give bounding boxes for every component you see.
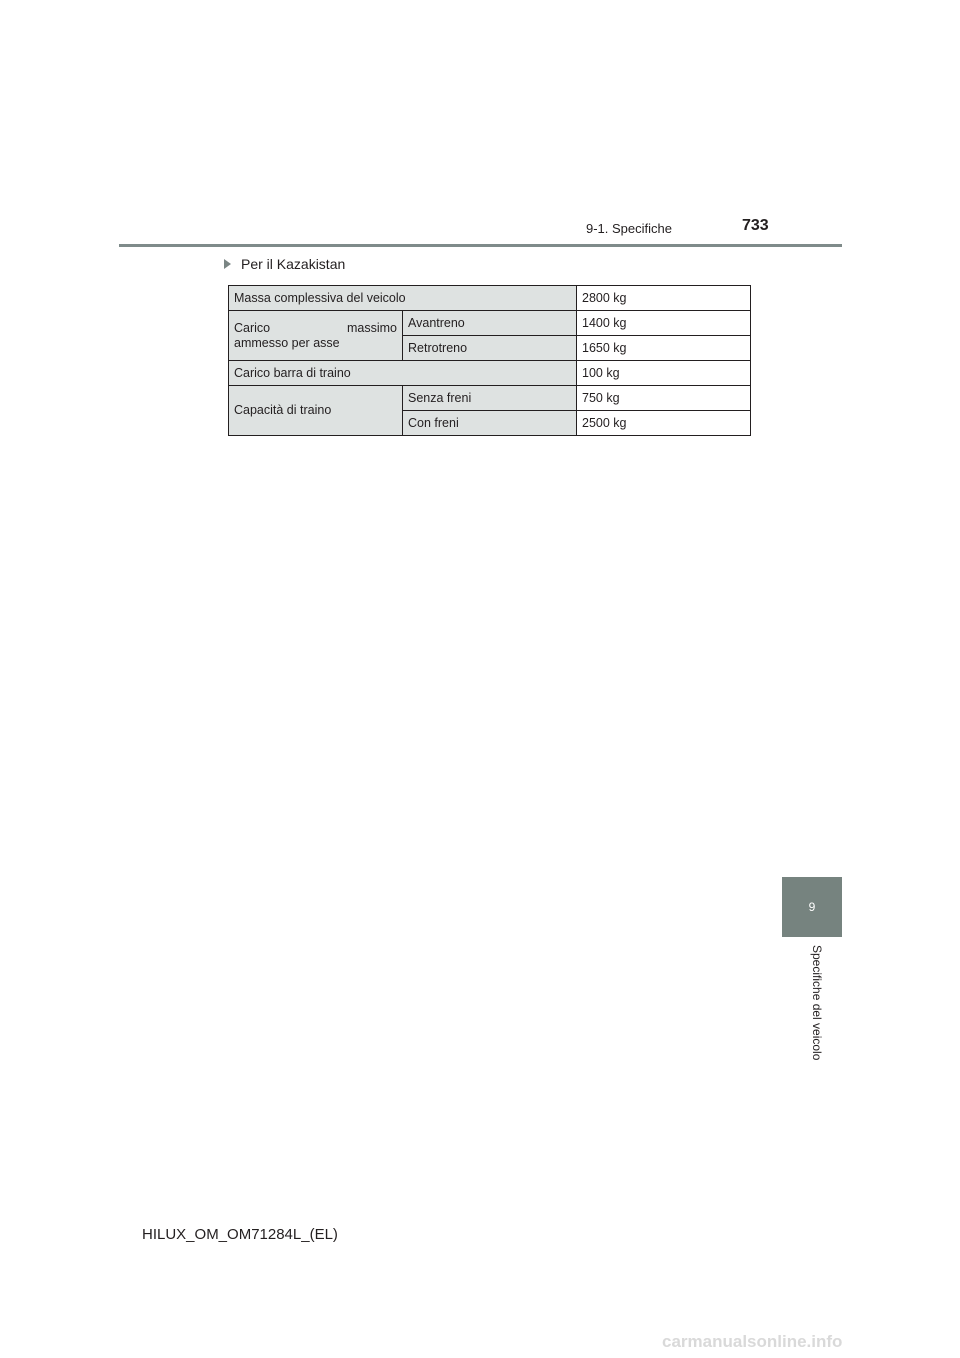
table-row bbox=[229, 311, 751, 336]
braked-value: 2500 kg bbox=[577, 411, 751, 436]
watermark: carmanualsonline.info bbox=[662, 1332, 843, 1351]
gross-weight-value: 2800 kg bbox=[577, 286, 751, 311]
spec-table bbox=[228, 285, 751, 436]
unbraked-label: Senza freni bbox=[403, 386, 577, 411]
unbraked-value: 750 kg bbox=[577, 386, 751, 411]
subheading-text: Per il Kazakistan bbox=[241, 256, 346, 272]
towing-capacity-label: Capacità di traino bbox=[229, 386, 403, 436]
front-axle-label: Avantreno bbox=[403, 311, 577, 336]
drawbar-load-value: 100 kg bbox=[577, 361, 751, 386]
chapter-label: Specifiche del veicolo bbox=[810, 945, 824, 1061]
front-axle-value: 1400 kg bbox=[577, 311, 751, 336]
gross-weight-label: Massa complessiva del veicolo bbox=[229, 286, 577, 311]
rear-axle-label: Retrotreno bbox=[403, 336, 577, 361]
table-row bbox=[229, 361, 751, 386]
axle-load-label-line: ammesso per asse bbox=[234, 335, 340, 350]
axle-load-label-word: Carico bbox=[234, 320, 271, 335]
subheading bbox=[224, 256, 345, 272]
table-row bbox=[229, 386, 751, 411]
drawbar-load-label: Carico barra di traino bbox=[229, 361, 577, 386]
section-title: 9-1. Specifiche bbox=[586, 221, 672, 236]
chapter-number: 9 bbox=[808, 900, 816, 914]
chapter-tab bbox=[782, 877, 842, 937]
page-number: 733 bbox=[742, 217, 769, 234]
header-divider bbox=[119, 244, 842, 247]
document-code: HILUX_OM_OM71284L_(EL) bbox=[142, 1226, 338, 1243]
triangle-bullet-icon bbox=[224, 259, 231, 269]
braked-label: Con freni bbox=[403, 411, 577, 436]
axle-load-label bbox=[229, 311, 403, 361]
table-row bbox=[229, 286, 751, 311]
rear-axle-value: 1650 kg bbox=[577, 336, 751, 361]
axle-load-label-word: massimo bbox=[346, 320, 397, 335]
